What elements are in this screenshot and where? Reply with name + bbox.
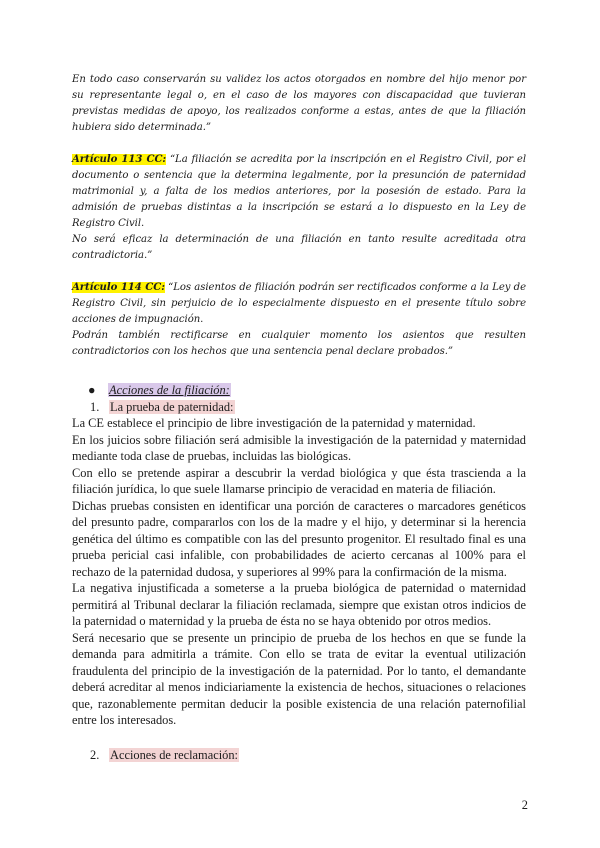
article-113	[72, 152, 526, 232]
document-page	[72, 72, 526, 763]
intro-quote: En todo caso conservarán su validez los actos otorgados en nombre del hijo menor por su representante legal o, en el caso de los mayores con discapacidad que tuvieran previstas medidas de apoyo, los realizados conforme a estas, antes de que la filiación hubiera sido determinada.”	[72, 74, 526, 133]
bullet-icon: ●	[88, 383, 96, 397]
item-2-number: 2.	[90, 747, 100, 762]
article-113-text-1: “La filiación se acredita por la inscripción en el Registro Civil, por el documento o sentencia que la determina legalmente, por la presunción de paternidad matrimonial y, a falta de los medios anteriores, por la posesión de estado. Para la admisión de pruebas distintas a la inscripción se estará a lo dispuesto en la Ley de Registro Civil.	[72, 154, 526, 229]
paragraph: La CE establece el principio de libre investigación de la paternidad y maternidad.	[72, 416, 476, 430]
section-title: Acciones de la filiación:	[109, 383, 230, 397]
item-2-heading	[72, 747, 526, 764]
item-1-title: La prueba de paternidad:	[110, 399, 234, 414]
article-113-label: Artículo 113 CC:	[72, 154, 167, 165]
article-114-text-1: “Los asientos de filiación podrán ser rectificados conforme a la Ley de Registro Civil, sin perjuicio de lo especialmente dispuesto en el presente título sobre acciones de impugnación.	[72, 282, 526, 325]
paragraph: Dichas pruebas consisten en identificar una porción de caracteres o marcadores genéticos del presunto padre, compararlos con los de la madre y el hijo, y determinar si la herencia genética del último es compatible con las del presunto progenitor. El resultado final es una prueba pericial casi infalible, con probabilidades de acierto cercanas al 100% para el rechazo de la paternidad dudosa, y superiores al 99% para la confirmación de la misma.	[72, 498, 526, 579]
article-113-text-2: No será eficaz la determinación de una filiación en tanto resulte acreditada otra contradictoria.”	[72, 234, 526, 261]
paragraph: La negativa injustificada a someterse a la prueba biológica de paternidad o maternidad permitirá al Tribunal declarar la filiación reclamada, siempre que existan otros indicios de la paternidad o maternidad y la prueba de ésta no se haya obtenido por otros medios.	[72, 581, 526, 628]
paragraph: Será necesario que se presente un principio de prueba de los hechos en que se funde la demanda para admitirla a trámite. Con ello se trata de evitar la eventual utilización fraudulenta del principio de la investigación de la paternidad. Por lo tanto, el demandante deberá acreditar al menos indiciariamente la existencia de hechos, situaciones o relaciones que, razonablemente permitan deducir la posible existencia de una relación paternofilial entre los interesados.	[72, 630, 526, 727]
item-1-number: 1.	[90, 399, 100, 414]
paragraph: Con ello se pretende aspirar a descubrir la verdad biológica y que ésta trascienda a la filiación jurídica, lo que suele llamarse principio de veracidad en materia de filiación.	[72, 465, 526, 496]
article-114-label: Artículo 114 CC:	[72, 282, 165, 293]
item-1-heading	[72, 399, 526, 416]
article-114-text-2: Podrán también rectificarse en cualquier momento los asientos que resulten contradictorios con los hechos que una sentencia penal declare probados.”	[72, 330, 526, 357]
page-number: 2	[521, 798, 528, 812]
article-114	[72, 280, 526, 328]
item-2-title: Acciones de reclamación:	[110, 747, 238, 762]
paragraph: En los juicios sobre filiación será admisible la investigación de la paternidad y maternidad mediante toda clase de pruebas, incluidas las biológicas.	[72, 432, 526, 463]
section-heading	[72, 382, 526, 399]
